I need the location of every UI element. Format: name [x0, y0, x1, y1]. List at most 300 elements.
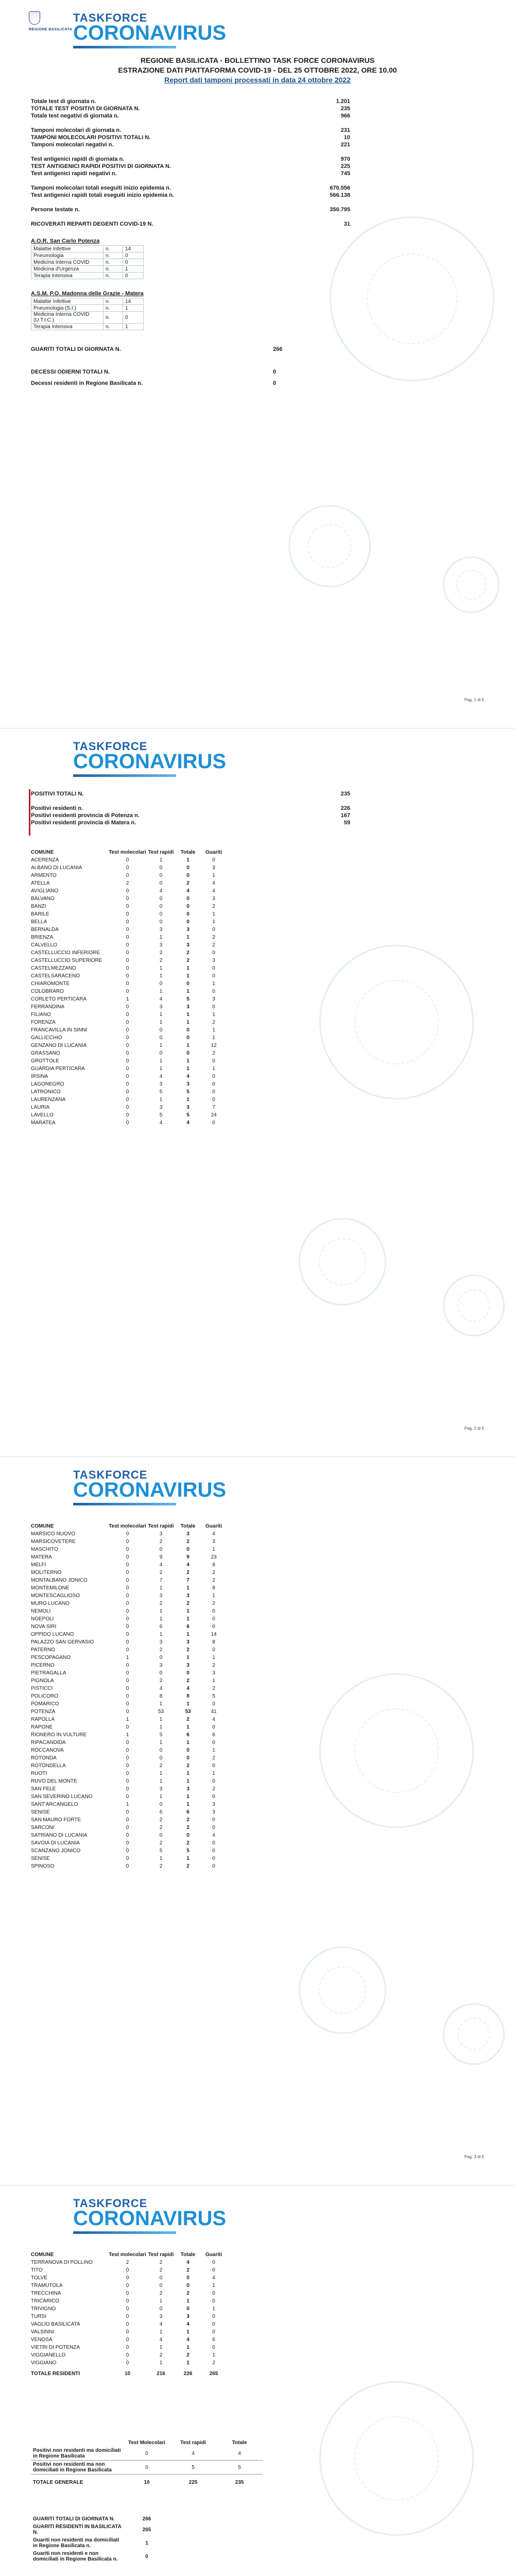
table-cell: 0: [159, 2306, 163, 2312]
table-cell: 0: [124, 2447, 170, 2461]
comune-name: ROCCANOVA: [31, 1748, 64, 1753]
table-cell: 8: [212, 1562, 215, 1568]
totale-generale-label: TOTALE GENERALE: [33, 2480, 83, 2485]
table-cell: 0: [212, 857, 215, 863]
hospital-name: A.S.M. P.O. Madonna delle Grazie - Matera: [31, 291, 144, 297]
table-cell: 2: [159, 2352, 163, 2358]
col-test-molecolari: Test molecolari: [109, 849, 146, 855]
table-row: [31, 2305, 227, 2313]
table-cell: 1: [186, 1097, 190, 1103]
table-row: [31, 1592, 227, 1600]
table-cell: 1: [212, 1593, 215, 1599]
non-residenti-table: [31, 2439, 263, 2486]
comune-name: BELLA: [31, 919, 47, 925]
table-cell: 0: [126, 1554, 129, 1560]
table-cell: 2: [212, 1050, 215, 1056]
table-cell: 12: [211, 1043, 217, 1048]
table-cell: 3: [212, 1802, 215, 1807]
table-cell: 4: [159, 1074, 163, 1079]
summary-row: [31, 177, 350, 184]
table-cell: 0: [212, 1074, 215, 1079]
table-cell: 0: [212, 1089, 215, 1095]
table-row: [31, 2320, 227, 2328]
summary-row: [31, 206, 350, 213]
table-cell: 0: [159, 1670, 163, 1676]
table-cell: 1: [186, 1802, 190, 1807]
table-cell: 4: [159, 1562, 163, 1568]
table-cell: 2: [186, 1647, 190, 1653]
table-cell: 1: [159, 1701, 163, 1707]
table-row: [31, 1042, 227, 1049]
table-row: [31, 964, 227, 972]
table-cell: 0: [159, 896, 163, 902]
table-row: [31, 1057, 227, 1065]
comune-name: MASCHITO: [31, 1547, 58, 1552]
table-row: [31, 1839, 227, 1847]
table-cell: 5: [159, 1732, 163, 1738]
table-cell: 0: [126, 1097, 129, 1103]
table-cell: 3: [212, 896, 215, 902]
table-cell: 0: [212, 2345, 215, 2350]
comune-name: VAGLIO BASILICATA: [31, 2321, 80, 2327]
table-row: [31, 1026, 227, 1034]
table-row: [31, 903, 227, 910]
table-cell: 0: [126, 1585, 129, 1591]
comune-name: FERRANDINA: [31, 1004, 65, 1010]
table-cell: 0: [159, 1802, 163, 1807]
table-row: [31, 2344, 227, 2351]
table-cell: 0: [212, 2321, 215, 2327]
table-cell: 3: [159, 927, 163, 933]
comune-name: BRIENZA: [31, 935, 54, 940]
table-cell: 0: [159, 919, 163, 925]
table-row: [31, 1530, 227, 1538]
table-cell: 0: [126, 1794, 129, 1800]
comune-name: LAURENZANA: [31, 1097, 66, 1103]
summary-label: Test antigenici rapidi negativi n.: [31, 171, 117, 177]
table-cell: 1: [159, 1616, 163, 1622]
coronavirus-text: CORONAVIRUS: [73, 750, 227, 773]
table-cell: 1: [186, 2345, 190, 2350]
col-guariti: Guariti: [205, 849, 222, 855]
comune-name: CALVELLO: [31, 942, 57, 948]
table-cell: 1: [186, 2298, 190, 2304]
table-row: [31, 2536, 170, 2550]
table-row: [31, 1739, 227, 1747]
table-cell: 0: [212, 1863, 215, 1869]
comune-name: COLOBRARO: [31, 989, 64, 994]
table-cell: 3: [159, 1639, 163, 1645]
table-cell: 1: [212, 873, 215, 878]
ward-value: 1: [123, 324, 144, 330]
table-cell: 1: [159, 1717, 163, 1722]
table-cell: 0: [126, 1809, 129, 1815]
summary-value: 31: [344, 221, 350, 227]
summary-value: 225: [340, 163, 350, 170]
comune-name: ATELLA: [31, 880, 50, 886]
table-cell: 1: [159, 1794, 163, 1800]
table-cell: 0: [212, 1120, 215, 1126]
summary-row: [31, 199, 350, 206]
comune-name: RIONERO IN VULTURE: [31, 1732, 87, 1738]
ward-value: 0: [123, 252, 144, 259]
summary-label: TAMPONI MOLECOLARI POSITIVI TOTALI N.: [31, 134, 151, 141]
table-cell: 0: [186, 981, 190, 987]
table-cell: 0: [212, 973, 215, 979]
summary-row: [31, 192, 350, 199]
table-cell: 4: [159, 2337, 163, 2343]
table-cell: 3: [186, 942, 190, 948]
taskforce-text: TASKFORCE: [73, 740, 148, 753]
table-row: [31, 1685, 227, 1692]
table-cell: 1: [186, 1778, 190, 1784]
positivi-matera-value: 59: [344, 820, 350, 826]
table-row: [31, 1561, 227, 1569]
table-row: [31, 1855, 227, 1862]
table-cell: 0: [126, 973, 129, 979]
table-row: [31, 1824, 227, 1832]
table-cell: 5: [170, 2461, 216, 2475]
summary-row: [31, 98, 350, 105]
table-row: [31, 972, 227, 980]
comune-name: TOLVE: [31, 2275, 47, 2281]
table-cell: 0: [126, 1012, 129, 1018]
table-row: [31, 1862, 227, 1870]
table-row: [31, 1770, 227, 1777]
taskforce-logo: [73, 11, 226, 48]
table-cell: 0: [186, 896, 190, 902]
logo-stripe: [73, 774, 176, 777]
table-cell: 5: [186, 1112, 190, 1118]
table-cell: 0: [212, 1825, 215, 1831]
positivi-residenti-value: 226: [340, 805, 350, 811]
table-cell: 2: [186, 958, 190, 963]
comune-name: TURSI: [31, 2314, 46, 2319]
table-row: [31, 1708, 227, 1716]
table-cell: 3: [186, 1639, 190, 1645]
table-cell: 0: [212, 1004, 215, 1010]
table-cell: 1: [186, 1066, 190, 1072]
table-cell: 0: [212, 1624, 215, 1630]
coronavirus-text: CORONAVIRUS: [73, 2207, 227, 2230]
ward-unit: n.: [104, 252, 123, 259]
ward-unit: n.: [104, 305, 123, 312]
table-cell: 0: [212, 1058, 215, 1064]
table-row: [31, 1080, 227, 1088]
positivi-block: [31, 790, 350, 826]
table-row: [31, 1607, 227, 1615]
positivi-total-value: 235: [340, 791, 350, 797]
table-row: [31, 1569, 227, 1577]
table-cell: 7: [159, 1578, 163, 1583]
summary-row: [31, 221, 350, 228]
table-row: [31, 2297, 227, 2305]
table-cell: 0: [159, 1050, 163, 1056]
table-cell: 5: [159, 1089, 163, 1095]
comune-name: TRIVIGNO: [31, 2306, 56, 2312]
hospital-madonna-grazie: [31, 291, 144, 330]
table-cell: 2: [159, 950, 163, 956]
table-cell: 3: [186, 1004, 190, 1010]
table-cell: 1: [159, 2298, 163, 2304]
table-cell: 7: [186, 1578, 190, 1583]
table-row: [31, 1577, 227, 1584]
table-cell: 4: [159, 888, 163, 894]
municipi-table-part-3: [31, 2250, 227, 2380]
table-cell: 1: [159, 973, 163, 979]
positivi-total-label: POSITIVI TOTALI N.: [31, 791, 84, 797]
table-cell: 2: [159, 1825, 163, 1831]
table-cell: 3: [159, 1081, 163, 1087]
table-cell: 2: [186, 2291, 190, 2296]
table-cell: 8: [212, 1639, 215, 1645]
comune-name: VIGGIANO: [31, 2360, 57, 2366]
table-row: [31, 1003, 227, 1011]
table-row: [31, 2259, 227, 2266]
col-test-rapidi: Test rapidi: [148, 849, 174, 855]
ward-value: 0: [123, 273, 144, 279]
table-cell: 0: [159, 1655, 163, 1660]
summary-value: 221: [340, 142, 350, 148]
table-cell: 0: [126, 896, 129, 902]
table-header-row: [31, 1522, 227, 1530]
table-row: [31, 1669, 227, 1677]
comune-name: TITO: [31, 2267, 43, 2273]
table-cell: 0: [186, 1670, 190, 1676]
table-cell: 2: [159, 1539, 163, 1545]
comune-name: GUARDIA PERTICARA: [31, 1066, 85, 1072]
table-cell: 235: [235, 2480, 244, 2485]
table-cell: 1: [159, 2345, 163, 2350]
table-cell: 0: [212, 2329, 215, 2335]
table-row: [31, 895, 227, 903]
table-cell: 2: [212, 1686, 215, 1691]
decessi-residenti-value: 0: [273, 380, 277, 386]
comune-name: SPINOSO: [31, 1863, 55, 1869]
table-cell: 5: [186, 1089, 190, 1095]
table-cell: 0: [186, 2275, 190, 2281]
table-row: [31, 941, 227, 949]
table-cell: 0: [126, 1786, 129, 1792]
table-cell: 1: [186, 1043, 190, 1048]
table-cell: 3: [212, 1809, 215, 1815]
table-cell: 0: [212, 1817, 215, 1823]
table-cell: 0: [212, 2267, 215, 2273]
table-cell: 1: [126, 1802, 129, 1807]
table-cell: 0: [126, 2345, 129, 2350]
summary-row: [31, 120, 350, 127]
table-cell: 1: [159, 1778, 163, 1784]
table-cell: 1: [159, 1632, 163, 1637]
comune-name: VENOSA: [31, 2337, 53, 2343]
virus-watermark: [299, 1218, 386, 1306]
table-cell: 0: [126, 2275, 129, 2281]
col-totale: Totale: [180, 2251, 196, 2258]
comune-name: NEMOLI: [31, 1608, 51, 1614]
virus-watermark: [299, 1946, 386, 2034]
table-row: [31, 2359, 227, 2367]
table-cell: 0: [126, 2267, 129, 2273]
table-cell: 0: [126, 1709, 129, 1715]
table-cell: 0: [159, 911, 163, 917]
comune-name: MONTEMILONE: [31, 1585, 70, 1591]
table-cell: 1: [186, 1585, 190, 1591]
comune-name: BANZI: [31, 904, 46, 909]
totale-residenti-rapidi: 216: [157, 2370, 165, 2377]
ward-value: 14: [123, 246, 144, 252]
comune-name: AVIGLIANO: [31, 888, 59, 894]
table-row: [31, 1538, 227, 1546]
table-row: [31, 1646, 227, 1654]
table-cell: 0: [126, 1089, 129, 1095]
table-cell: 0: [126, 950, 129, 956]
comune-name: SATRIANO DI LUCANIA: [31, 1833, 88, 1838]
table-cell: 1: [126, 1732, 129, 1738]
table-cell: 1: [159, 1097, 163, 1103]
table-cell: 3: [212, 1670, 215, 1676]
table-cell: 2: [126, 2260, 129, 2265]
table-cell: 0: [186, 1050, 190, 1056]
table-cell: 1: [159, 935, 163, 940]
table-cell: 6: [159, 1809, 163, 1815]
table-cell: 0: [186, 2283, 190, 2289]
comune-name: RIPACANDIDA: [31, 1740, 66, 1745]
table-cell: 0: [186, 1833, 190, 1838]
virus-watermark: [319, 2381, 474, 2536]
comune-name: PATERNO: [31, 1647, 55, 1653]
table-cell: 4: [212, 880, 215, 886]
table-cell: 0: [159, 904, 163, 909]
table-row: [31, 1731, 227, 1739]
table-cell: 1: [126, 1655, 129, 1660]
virus-watermark: [319, 1673, 474, 1828]
table-cell: 0: [212, 1740, 215, 1745]
totale-generale-row: [31, 2475, 263, 2487]
table-cell: 0: [126, 1578, 129, 1583]
region-name: REGIONE BASILICATA: [29, 28, 73, 31]
table-cell: 1: [186, 1020, 190, 1025]
comune-name: ACERENZA: [31, 857, 59, 863]
table-cell: 2: [212, 1601, 215, 1606]
table-cell: 53: [158, 1709, 164, 1715]
table-header-row: [31, 2439, 263, 2447]
comune-name: POMARICO: [31, 1701, 59, 1707]
summary-value: 231: [340, 127, 350, 133]
table-row: [31, 1049, 227, 1057]
logo-stripe: [73, 2231, 176, 2234]
table-cell: 2: [159, 958, 163, 963]
ward-label: Medicina d'Urgenza: [31, 266, 104, 273]
table-cell: 4: [212, 1717, 215, 1722]
table-cell: 0: [126, 1670, 129, 1676]
table-cell: 0: [126, 1663, 129, 1668]
comune-name: ARMENTO: [31, 873, 57, 878]
table-cell: 1: [212, 1012, 215, 1018]
table-cell: 1: [159, 1771, 163, 1776]
positivi-accent-bar: [29, 789, 30, 836]
summary-label: Persone testate n.: [31, 207, 80, 213]
table-cell: 4: [216, 2447, 263, 2461]
table-cell: 3: [186, 1531, 190, 1537]
comune-name: TERRANOVA DI POLLINO: [31, 2260, 93, 2265]
comune-name: RAPOLLA: [31, 1717, 55, 1722]
table-cell: 0: [212, 1794, 215, 1800]
ward-value: 1: [123, 305, 144, 312]
table-cell: 0: [126, 2321, 129, 2327]
summary-value: 970: [340, 156, 350, 162]
table-cell: 0: [126, 981, 129, 987]
table-cell: 0: [212, 1647, 215, 1653]
table-cell: 0: [186, 1755, 190, 1761]
table-row: [31, 1096, 227, 1104]
table-cell: 1: [212, 1547, 215, 1552]
ward-unit: n.: [104, 324, 123, 330]
table-cell: 0: [159, 873, 163, 878]
table-row: [31, 872, 227, 879]
table-cell: 2: [212, 1663, 215, 1668]
col-totale: Totale: [232, 2440, 247, 2446]
table-cell: 4: [212, 888, 215, 894]
table-cell: 1: [212, 1678, 215, 1684]
table-cell: 2: [186, 1678, 190, 1684]
table-row: [31, 1816, 227, 1824]
summary-value: 670.556: [330, 185, 350, 191]
summary-value: 966: [340, 113, 350, 119]
comune-name: SAN SEVERINO LUCANO: [31, 1794, 93, 1800]
region-logo: [29, 11, 73, 31]
table-cell: 0: [126, 2298, 129, 2304]
table-cell: 4: [159, 996, 163, 1002]
ward-label: Terapia Intensiva: [31, 324, 104, 330]
table-row: [31, 1793, 227, 1801]
table-row: [31, 887, 227, 895]
col-test-rapidi: Test rapidi: [148, 1523, 174, 1529]
table-cell: 1: [212, 1035, 215, 1041]
table-cell: 0: [159, 1748, 163, 1753]
table-cell: 3: [159, 1786, 163, 1792]
table-cell: 0: [126, 1531, 129, 1537]
table-cell: 1: [186, 1058, 190, 1064]
comune-name: GROTTOLE: [31, 1058, 59, 1064]
positivi-potenza-row: [31, 812, 350, 819]
table-cell: 1: [126, 1717, 129, 1722]
comune-name: MOLITERNO: [31, 1570, 62, 1575]
table-cell: 0: [126, 1120, 129, 1126]
table-cell: 0: [212, 927, 215, 933]
table-cell: 0: [126, 1856, 129, 1861]
table-cell: 8: [159, 1693, 163, 1699]
table-cell: 4: [186, 1562, 190, 1568]
table-cell: 2: [186, 1539, 190, 1545]
summary-row: [31, 127, 350, 134]
table-cell: 1: [159, 1020, 163, 1025]
table-row: [31, 1762, 227, 1770]
table-row: [31, 324, 144, 330]
comune-name: ROTONDELLA: [31, 1763, 66, 1769]
table-cell: 6: [186, 1732, 190, 1738]
table-row: [31, 1777, 227, 1785]
comune-name: SCANZANO JONICO: [31, 1848, 81, 1854]
table-cell: 8: [212, 1585, 215, 1591]
table-cell: 2: [186, 880, 190, 886]
table-cell: 0: [186, 904, 190, 909]
table-cell: 0: [126, 1632, 129, 1637]
table-cell: 9: [159, 1554, 163, 1560]
table-cell: 0: [126, 1833, 129, 1838]
ward-value: 1: [123, 266, 144, 273]
table-cell: 0: [159, 880, 163, 886]
col-comune: COMUNE: [31, 2251, 54, 2258]
